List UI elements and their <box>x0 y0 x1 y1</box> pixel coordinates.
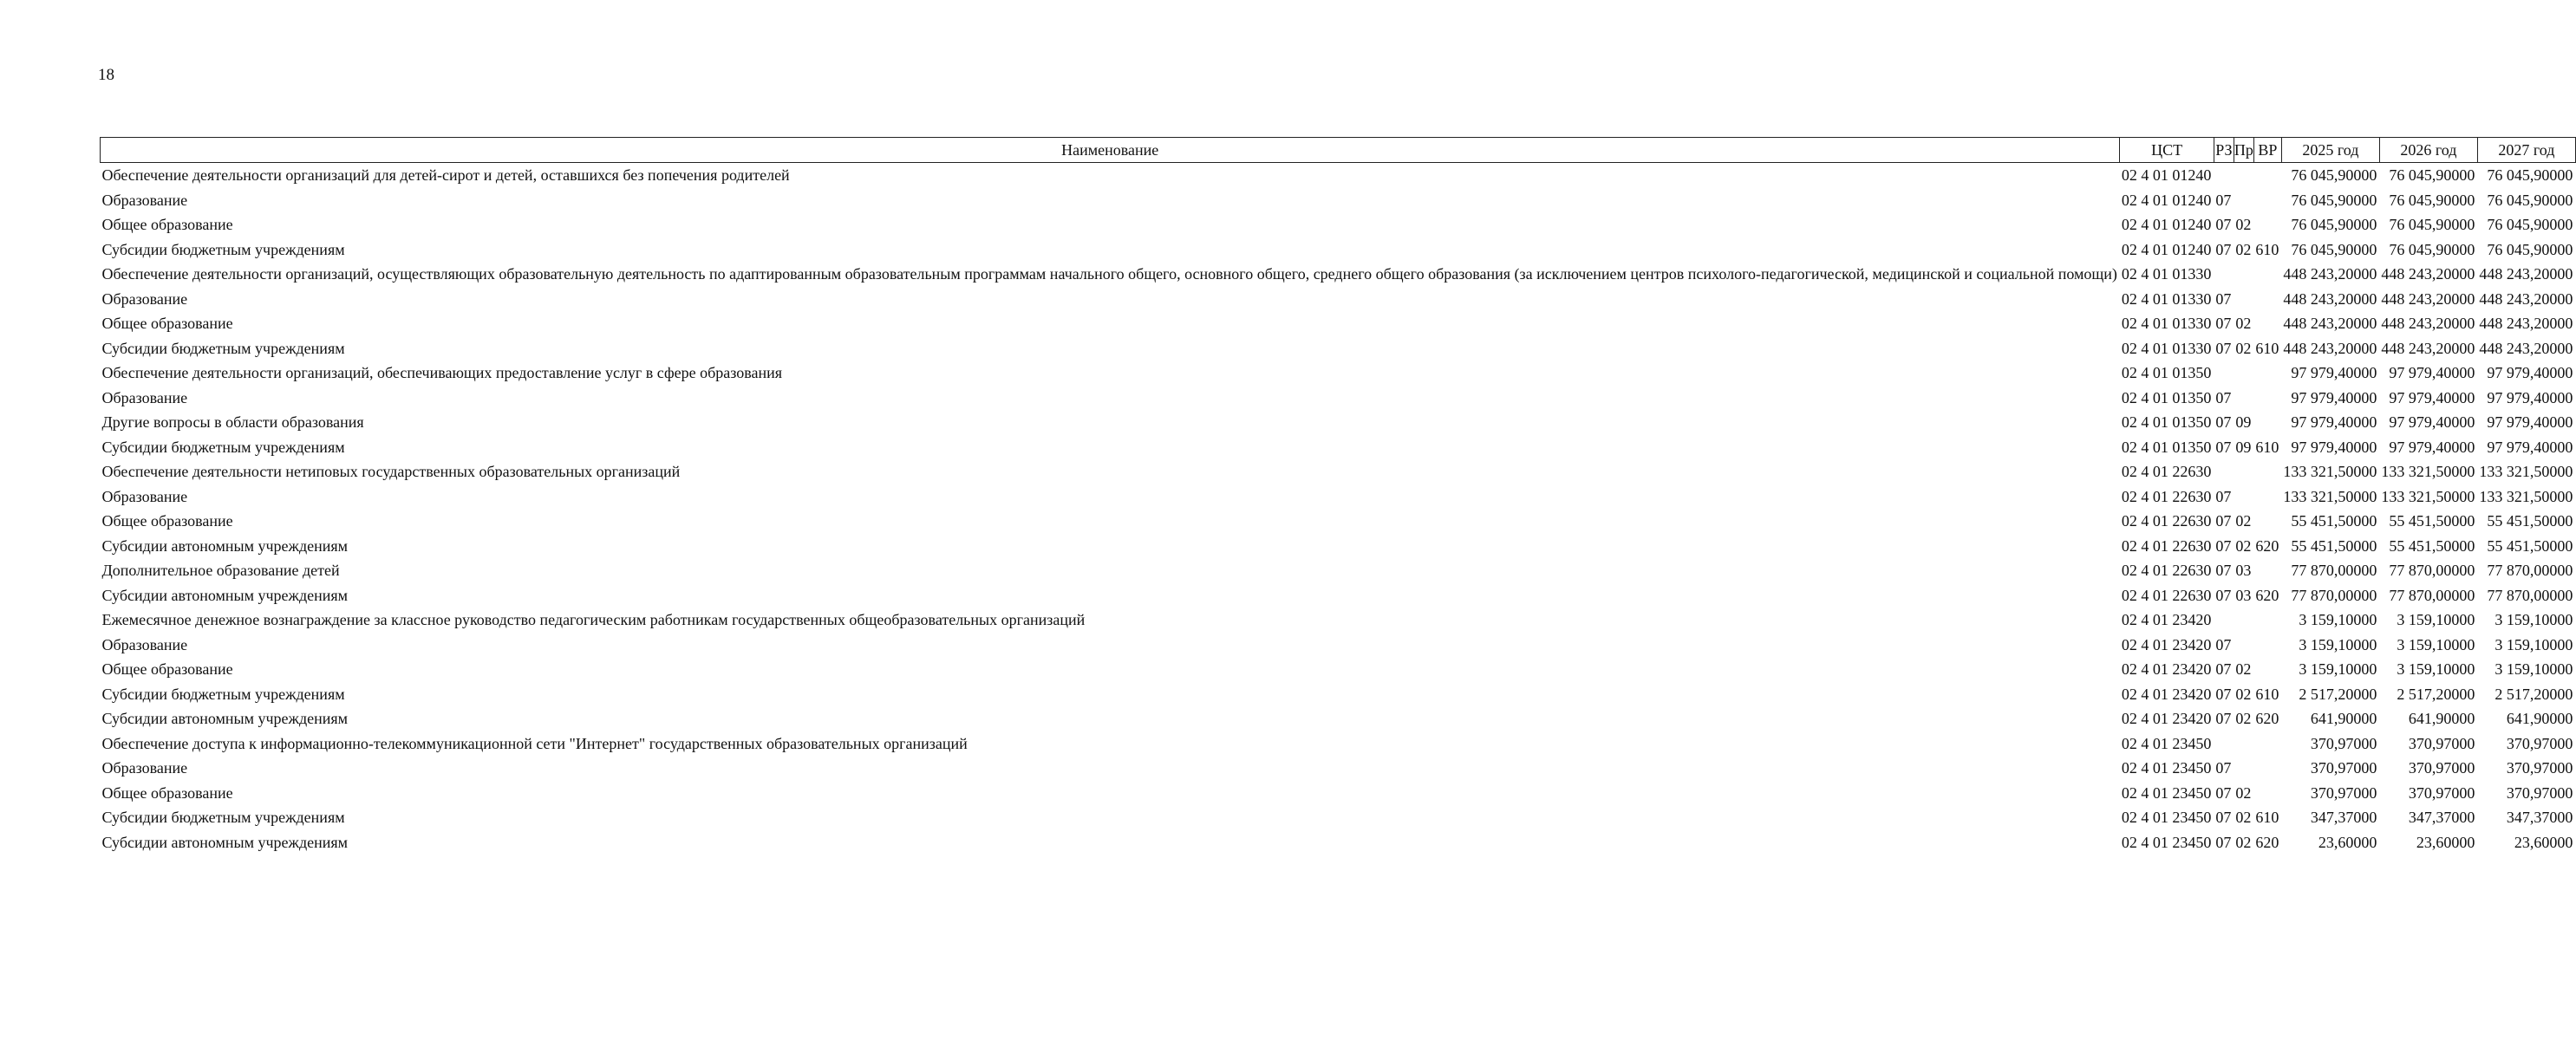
cell-vr <box>2253 286 2281 311</box>
cell-name: Субсидии бюджетным учреждениям <box>101 240 345 258</box>
cell-rz: 07 <box>2215 240 2232 258</box>
cell-2026: 55 451,50000 <box>2389 536 2475 555</box>
header-2026: 2026 год <box>2379 138 2477 163</box>
cell-2025: 76 045,90000 <box>2291 240 2377 258</box>
cell-2027: 97 979,40000 <box>2487 413 2573 431</box>
cell-vr: 610 <box>2255 339 2279 357</box>
table-row <box>101 829 2576 855</box>
cell-rz: 07 <box>2215 685 2232 703</box>
header-vr: ВР <box>2253 138 2281 163</box>
cell-cst: 02 4 01 23450 <box>2121 759 2212 777</box>
cell-name: Субсидии бюджетным учреждениям <box>101 809 345 826</box>
cell-pr: 02 <box>2235 339 2252 357</box>
header-pr: Пр <box>2234 138 2253 163</box>
cell-2027: 448 243,20000 <box>2479 315 2573 332</box>
table-row <box>101 484 2576 509</box>
header-name: Наименование <box>101 138 2120 163</box>
cell-pr: 02 <box>2235 685 2252 703</box>
table-row <box>101 262 2576 287</box>
cell-2025: 55 451,50000 <box>2291 512 2377 530</box>
cell-2026: 77 870,00000 <box>2389 562 2475 579</box>
cell-2026: 133 321,50000 <box>2381 487 2475 505</box>
cell-2026: 76 045,90000 <box>2389 216 2475 233</box>
cell-2027: 370,97000 <box>2506 734 2573 752</box>
cell-2027: 23,60000 <box>2514 833 2573 851</box>
cell-rz: 07 <box>2215 289 2232 308</box>
table-row <box>101 286 2576 311</box>
cell-vr <box>2253 558 2281 583</box>
cell-vr <box>2253 311 2281 336</box>
cell-pr <box>2234 361 2253 386</box>
cell-pr: 02 <box>2235 783 2252 802</box>
cell-name: Ежемесячное денежное вознаграждение за классное руководство педагогическим работникам государственных общеобразовательных организаций <box>101 611 1086 628</box>
header-2025: 2025 год <box>2281 138 2379 163</box>
cell-vr <box>2253 187 2281 212</box>
cell-pr: 03 <box>2235 586 2252 604</box>
table-row <box>101 385 2576 410</box>
cell-rz: 07 <box>2215 413 2232 431</box>
cell-cst: 02 4 01 22630 <box>2121 512 2212 530</box>
cell-cst: 02 4 01 22630 <box>2121 463 2212 480</box>
cell-vr: 620 <box>2255 710 2279 727</box>
cell-2027: 370,97000 <box>2506 759 2573 777</box>
cell-cst: 02 4 01 23420 <box>2121 635 2212 653</box>
cell-vr <box>2253 459 2281 484</box>
cell-vr <box>2253 163 2281 188</box>
cell-pr <box>2234 459 2253 484</box>
cell-rz: 07 <box>2215 216 2232 233</box>
cell-vr: 610 <box>2255 809 2279 826</box>
cell-2027: 3 159,10000 <box>2494 635 2573 653</box>
cell-pr: 09 <box>2235 438 2252 456</box>
cell-2027: 3 159,10000 <box>2494 660 2573 678</box>
cell-cst: 02 4 01 01330 <box>2121 339 2212 357</box>
header-2027: 2027 год <box>2477 138 2575 163</box>
cell-2027: 448 243,20000 <box>2479 339 2573 357</box>
table-row <box>101 311 2576 336</box>
cell-rz: 07 <box>2215 487 2232 505</box>
cell-rz: 07 <box>2215 833 2232 851</box>
cell-2025: 448 243,20000 <box>2283 265 2377 283</box>
cell-2027: 76 045,90000 <box>2487 191 2573 209</box>
cell-2025: 3 159,10000 <box>2299 635 2377 653</box>
cell-pr: 03 <box>2235 562 2252 579</box>
cell-cst: 02 4 01 23450 <box>2121 734 2212 752</box>
cell-2026: 448 243,20000 <box>2381 339 2475 357</box>
table-row <box>101 582 2576 608</box>
cell-rz: 07 <box>2215 315 2232 332</box>
cell-pr <box>2234 163 2253 188</box>
cell-2026: 133 321,50000 <box>2381 463 2475 480</box>
cell-cst: 02 4 01 01330 <box>2121 315 2212 332</box>
table-row <box>101 780 2576 805</box>
table-row <box>101 558 2576 583</box>
cell-2027: 97 979,40000 <box>2487 364 2573 381</box>
table-row <box>101 805 2576 830</box>
table-row <box>101 163 2576 188</box>
cell-vr: 620 <box>2255 586 2279 604</box>
cell-2027: 97 979,40000 <box>2487 438 2573 456</box>
cell-pr: 02 <box>2235 660 2252 678</box>
cell-name: Общее образование <box>101 660 233 678</box>
cell-vr <box>2253 731 2281 756</box>
cell-cst: 02 4 01 01350 <box>2121 413 2212 431</box>
cell-name: Субсидии автономным учреждениям <box>101 536 349 555</box>
cell-2027: 370,97000 <box>2506 783 2573 802</box>
cell-2027: 76 045,90000 <box>2487 216 2573 233</box>
cell-rz: 07 <box>2215 438 2232 456</box>
cell-cst: 02 4 01 01240 <box>2121 191 2212 209</box>
table-row <box>101 459 2576 484</box>
cell-2027: 448 243,20000 <box>2479 289 2573 308</box>
cell-2025: 77 870,00000 <box>2291 586 2377 604</box>
cell-rz <box>2214 361 2234 386</box>
cell-2026: 641,90000 <box>2408 710 2475 727</box>
cell-cst: 02 4 01 23420 <box>2121 685 2212 703</box>
cell-2027: 641,90000 <box>2506 710 2573 727</box>
cell-2027: 55 451,50000 <box>2487 536 2573 555</box>
cell-name: Обеспечение деятельности нетиповых государственных образовательных организаций <box>101 463 681 480</box>
cell-2026: 97 979,40000 <box>2389 364 2475 381</box>
cell-rz <box>2214 608 2234 633</box>
cell-cst: 02 4 01 22630 <box>2121 562 2212 579</box>
cell-pr <box>2234 286 2253 311</box>
table-row <box>101 681 2576 706</box>
cell-2026: 370,97000 <box>2408 783 2475 802</box>
cell-vr: 610 <box>2255 438 2279 456</box>
cell-rz: 07 <box>2215 191 2232 209</box>
cell-vr <box>2253 608 2281 633</box>
cell-name: Другие вопросы в области образования <box>101 413 364 431</box>
cell-name: Общее образование <box>101 216 233 233</box>
cell-2026: 97 979,40000 <box>2389 438 2475 456</box>
cell-2026: 3 159,10000 <box>2397 611 2475 628</box>
table-row <box>101 212 2576 237</box>
cell-cst: 02 4 01 22630 <box>2121 487 2212 505</box>
cell-pr <box>2234 756 2253 781</box>
cell-rz: 07 <box>2215 562 2232 579</box>
cell-rz <box>2214 459 2234 484</box>
cell-rz <box>2214 731 2234 756</box>
cell-name: Обеспечение деятельности организаций для детей-сирот и детей, оставшихся без попечения родителей <box>101 166 790 184</box>
cell-name: Обеспечение деятельности организаций, обеспечивающих предоставление услуг в сфере образования <box>101 364 783 381</box>
cell-2025: 133 321,50000 <box>2283 463 2377 480</box>
cell-name: Образование <box>101 759 188 777</box>
cell-2025: 97 979,40000 <box>2291 438 2377 456</box>
cell-pr: 02 <box>2235 216 2252 233</box>
cell-vr <box>2253 657 2281 682</box>
cell-2026: 2 517,20000 <box>2397 685 2475 703</box>
cell-2026: 3 159,10000 <box>2397 635 2475 653</box>
table-row <box>101 632 2576 657</box>
cell-pr: 02 <box>2235 536 2252 555</box>
cell-rz: 07 <box>2215 388 2232 406</box>
cell-pr: 09 <box>2235 413 2252 431</box>
cell-pr: 02 <box>2235 315 2252 332</box>
cell-cst: 02 4 01 22630 <box>2121 586 2212 604</box>
cell-cst: 02 4 01 01350 <box>2121 364 2212 381</box>
cell-2027: 76 045,90000 <box>2487 166 2573 184</box>
cell-rz: 07 <box>2215 635 2232 653</box>
cell-2025: 3 159,10000 <box>2299 660 2377 678</box>
cell-vr <box>2253 262 2281 287</box>
cell-2027: 76 045,90000 <box>2487 240 2573 258</box>
cell-cst: 02 4 01 01240 <box>2121 240 2212 258</box>
cell-rz: 07 <box>2215 512 2232 530</box>
cell-2027: 55 451,50000 <box>2487 512 2573 530</box>
cell-2025: 370,97000 <box>2310 783 2377 802</box>
cell-2025: 23,60000 <box>2318 833 2377 851</box>
cell-pr <box>2234 632 2253 657</box>
table-row <box>101 410 2576 435</box>
cell-cst: 02 4 01 23420 <box>2121 660 2212 678</box>
table-row <box>101 706 2576 731</box>
page-number: 18 <box>98 66 114 84</box>
table-row <box>101 237 2576 262</box>
cell-2026: 370,97000 <box>2408 759 2475 777</box>
budget-table <box>100 137 2576 855</box>
cell-2025: 76 045,90000 <box>2291 166 2377 184</box>
cell-cst: 02 4 01 23450 <box>2121 783 2212 802</box>
cell-pr <box>2234 731 2253 756</box>
cell-pr: 02 <box>2235 512 2252 530</box>
cell-pr <box>2234 262 2253 287</box>
cell-2025: 448 243,20000 <box>2283 339 2377 357</box>
cell-2026: 448 243,20000 <box>2381 315 2475 332</box>
cell-name: Образование <box>101 388 188 406</box>
cell-name: Образование <box>101 635 188 653</box>
cell-2026: 76 045,90000 <box>2389 240 2475 258</box>
cell-rz: 07 <box>2215 586 2232 604</box>
cell-rz: 07 <box>2215 339 2232 357</box>
table-row <box>101 187 2576 212</box>
cell-rz: 07 <box>2215 660 2232 678</box>
cell-name: Общее образование <box>101 315 233 332</box>
cell-2026: 3 159,10000 <box>2397 660 2475 678</box>
table-row <box>101 608 2576 633</box>
cell-name: Субсидии автономным учреждениям <box>101 586 349 604</box>
cell-2025: 97 979,40000 <box>2291 364 2377 381</box>
cell-2026: 97 979,40000 <box>2389 413 2475 431</box>
cell-pr: 02 <box>2235 240 2252 258</box>
cell-rz <box>2214 163 2234 188</box>
cell-name: Субсидии бюджетным учреждениям <box>101 438 345 456</box>
cell-name: Субсидии бюджетным учреждениям <box>101 685 345 703</box>
cell-2025: 3 159,10000 <box>2299 611 2377 628</box>
cell-name: Обеспечение доступа к информационно-телекоммуникационной сети "Интернет" государственных образовательных организаций <box>101 734 968 752</box>
cell-2026: 23,60000 <box>2416 833 2475 851</box>
cell-rz <box>2214 262 2234 287</box>
table-row <box>101 533 2576 558</box>
cell-rz: 07 <box>2215 809 2232 826</box>
cell-vr <box>2253 484 2281 509</box>
cell-2027: 448 243,20000 <box>2479 265 2573 283</box>
table-row <box>101 361 2576 386</box>
cell-name: Дополнительное образование детей <box>101 562 340 579</box>
cell-2026: 370,97000 <box>2408 734 2475 752</box>
cell-2025: 2 517,20000 <box>2299 685 2377 703</box>
cell-vr <box>2253 410 2281 435</box>
cell-2026: 97 979,40000 <box>2389 388 2475 406</box>
cell-pr <box>2234 385 2253 410</box>
cell-cst: 02 4 01 01350 <box>2121 438 2212 456</box>
cell-vr <box>2253 780 2281 805</box>
cell-name: Образование <box>101 191 188 209</box>
cell-2025: 77 870,00000 <box>2291 562 2377 579</box>
cell-rz: 07 <box>2215 783 2232 802</box>
cell-name: Обеспечение деятельности организаций, осуществляющих образовательную деятельность по адаптированным образовательным программам начального общего, основного общего, среднего общего образования (за исключением центров психолого-педагогической, медицинской и социальной помощи) <box>101 265 2117 283</box>
cell-vr <box>2253 212 2281 237</box>
cell-2026: 77 870,00000 <box>2389 586 2475 604</box>
cell-rz: 07 <box>2215 759 2232 777</box>
cell-name: Субсидии автономным учреждениям <box>101 710 349 727</box>
cell-vr <box>2253 632 2281 657</box>
cell-rz: 07 <box>2215 710 2232 727</box>
cell-rz: 07 <box>2215 536 2232 555</box>
cell-pr <box>2234 187 2253 212</box>
cell-cst: 02 4 01 23450 <box>2121 809 2212 826</box>
cell-2025: 448 243,20000 <box>2283 315 2377 332</box>
cell-vr: 610 <box>2255 685 2279 703</box>
cell-vr: 620 <box>2255 833 2279 851</box>
table-row <box>101 731 2576 756</box>
cell-cst: 02 4 01 01240 <box>2121 216 2212 233</box>
cell-2027: 133 321,50000 <box>2479 463 2573 480</box>
cell-vr <box>2253 756 2281 781</box>
cell-name: Образование <box>101 487 188 505</box>
cell-2027: 3 159,10000 <box>2494 611 2573 628</box>
cell-2027: 77 870,00000 <box>2487 562 2573 579</box>
cell-2025: 133 321,50000 <box>2283 487 2377 505</box>
cell-name: Общее образование <box>101 512 233 530</box>
cell-name: Образование <box>101 289 188 308</box>
cell-2025: 370,97000 <box>2310 759 2377 777</box>
table-row <box>101 657 2576 682</box>
cell-2025: 347,37000 <box>2310 809 2377 826</box>
cell-pr: 02 <box>2235 833 2252 851</box>
cell-2026: 55 451,50000 <box>2389 512 2475 530</box>
cell-2027: 2 517,20000 <box>2494 685 2573 703</box>
cell-vr <box>2253 361 2281 386</box>
table-header-row <box>101 138 2576 163</box>
cell-name: Субсидии бюджетным учреждениям <box>101 339 345 357</box>
cell-2025: 76 045,90000 <box>2291 216 2377 233</box>
cell-cst: 02 4 01 23450 <box>2121 833 2212 851</box>
cell-2027: 347,37000 <box>2506 809 2573 826</box>
cell-cst: 02 4 01 01330 <box>2121 265 2212 283</box>
cell-2025: 370,97000 <box>2310 734 2377 752</box>
header-cst: ЦСТ <box>2120 138 2214 163</box>
cell-2026: 448 243,20000 <box>2381 289 2475 308</box>
cell-cst: 02 4 01 22630 <box>2121 536 2212 555</box>
cell-cst: 02 4 01 01330 <box>2121 289 2212 308</box>
cell-2025: 641,90000 <box>2310 710 2377 727</box>
cell-name: Субсидии автономным учреждениям <box>101 833 349 851</box>
cell-pr <box>2234 608 2253 633</box>
cell-pr: 02 <box>2235 809 2252 826</box>
cell-2027: 133 321,50000 <box>2479 487 2573 505</box>
cell-2027: 77 870,00000 <box>2487 586 2573 604</box>
table-row <box>101 509 2576 534</box>
cell-2026: 347,37000 <box>2408 809 2475 826</box>
table-row <box>101 434 2576 459</box>
cell-cst: 02 4 01 23420 <box>2121 611 2212 628</box>
cell-pr <box>2234 484 2253 509</box>
cell-2025: 97 979,40000 <box>2291 388 2377 406</box>
cell-2026: 76 045,90000 <box>2389 166 2475 184</box>
cell-cst: 02 4 01 01240 <box>2121 166 2212 184</box>
cell-cst: 02 4 01 23420 <box>2121 710 2212 727</box>
cell-2025: 55 451,50000 <box>2291 536 2377 555</box>
cell-vr: 620 <box>2255 536 2279 555</box>
cell-vr: 610 <box>2255 240 2279 258</box>
cell-vr <box>2253 385 2281 410</box>
cell-2025: 76 045,90000 <box>2291 191 2377 209</box>
cell-2025: 448 243,20000 <box>2283 289 2377 308</box>
cell-vr <box>2253 509 2281 534</box>
cell-pr: 02 <box>2235 710 2252 727</box>
cell-2025: 97 979,40000 <box>2291 413 2377 431</box>
table-row <box>101 756 2576 781</box>
cell-2027: 97 979,40000 <box>2487 388 2573 406</box>
cell-cst: 02 4 01 01350 <box>2121 388 2212 406</box>
cell-2026: 448 243,20000 <box>2381 265 2475 283</box>
table-row <box>101 335 2576 361</box>
table-body <box>101 163 2576 855</box>
cell-name: Общее образование <box>101 783 233 802</box>
header-rz: РЗ <box>2214 138 2234 163</box>
cell-2026: 76 045,90000 <box>2389 191 2475 209</box>
